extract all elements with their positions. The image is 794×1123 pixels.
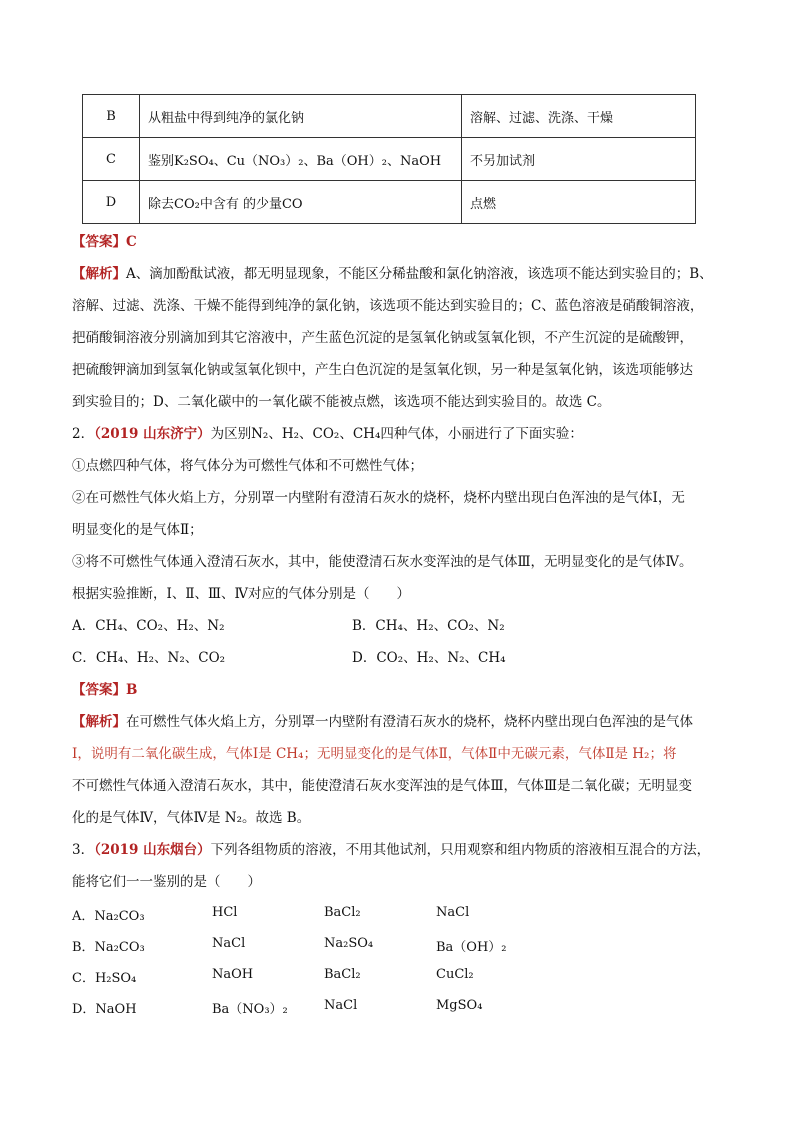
q2-option-b: B．CH₄、H₂、CO₂、N₂ — [352, 618, 505, 634]
option-content: 从粗盐中得到纯净的氯化钠 — [140, 95, 462, 138]
option-content: 鉴别K₂SO₄、Cu（NO₃）₂、Ba（OH）₂、NaOH — [140, 138, 462, 181]
q2-step: ①点燃四种气体，将气体分为可燃性气体和不可燃性气体； — [72, 458, 423, 474]
option-content: 除去CO₂中含有 的少量CO — [140, 181, 462, 224]
option-letter: B — [83, 95, 140, 138]
q1-analysis-line: 到实验目的；D、二氧化碳中的一氧化碳不能被点燃，该选项不能达到实验目的。故选 C。 — [72, 394, 611, 410]
analysis-label: 【解析】 — [72, 714, 126, 730]
q1-analysis-line: 把硫酸钾滴加到氢氧化钠或氢氧化钡中，产生白色沉淀的是氢氧化钡，另一种是氢氧化钠，该选项能够达 — [72, 362, 693, 378]
question-source: （2019 山东烟台） — [94, 842, 211, 858]
answer-value: B — [126, 682, 138, 698]
q1-analysis-line: 【解析】A、滴加酚酞试液，都无明显现象，不能区分稀盐酸和氯化钠溶液，该选项不能达到实验目的；B、 — [72, 266, 713, 282]
q3-option-cell: Na₂SO₄ — [324, 936, 374, 951]
table-row — [83, 95, 696, 138]
table-row — [83, 181, 696, 224]
q2-option-c: C．CH₄、H₂、N₂、CO₂ — [72, 650, 226, 666]
question-number: 3． — [72, 842, 95, 858]
q2-step: 根据实验推断，Ⅰ、Ⅱ、Ⅲ、Ⅳ对应的气体分别是（ ） — [72, 586, 411, 602]
q3-option-cell: D．NaOH — [72, 1002, 137, 1017]
q2-analysis-line: 【解析】在可燃性气体火焰上方，分别罩一内壁附有澄清石灰水的烧杯，烧杯内壁出现白色浑浊的是气体 — [72, 714, 693, 730]
q3-option-cell: NaCl — [212, 936, 246, 951]
q1-analysis-line: 把硝酸铜溶液分别滴加到其它溶液中，产生蓝色沉淀的是氢氧化钠或氢氧化钡，不产生沉淀的是硫酸钾， — [72, 330, 693, 346]
q3-option-cell: NaOH — [212, 967, 254, 982]
answer-label: 【答案】 — [72, 234, 126, 250]
option-method: 点燃 — [462, 181, 696, 224]
q2-stem: 2．（2019 山东济宁）为区别N₂、H₂、CO₂、CH₄四种气体，小丽进行了下面实验： — [72, 426, 583, 442]
q2-answer — [72, 681, 137, 699]
q3-option-cell: NaCl — [324, 998, 358, 1013]
answer-value: C — [126, 234, 137, 250]
q2-analysis-line: 不可燃性气体通入澄清石灰水，其中，能使澄清石灰水变浑浊的是气体Ⅲ，气体Ⅲ是二氧化碳；无明显变 — [72, 778, 693, 794]
q3-option-cell: C．H₂SO₄ — [72, 971, 137, 986]
option-method: 不另加试剂 — [462, 138, 696, 181]
q3-option-cell: B．Na₂CO₃ — [72, 940, 145, 955]
option-letter: C — [83, 138, 140, 181]
q1-answer — [72, 233, 137, 251]
q2-option-a: A．CH₄、CO₂、H₂、N₂ — [72, 618, 225, 634]
answer-label: 【答案】 — [72, 682, 126, 698]
q2-step: ②在可燃性气体火焰上方，分别罩一内壁附有澄清石灰水的烧杯，烧杯内壁出现白色浑浊的是气体Ⅰ，无 — [72, 490, 685, 506]
q2-step: 明显变化的是气体Ⅱ； — [72, 522, 203, 538]
option-letter: D — [83, 181, 140, 224]
q2-analysis-line: 化的是气体Ⅳ，气体Ⅳ是 N₂。故选 B。 — [72, 810, 311, 826]
analysis-label: 【解析】 — [72, 266, 126, 282]
q3-option-cell: Ba（NO₃）₂ — [212, 1002, 288, 1017]
q3-option-cell: BaCl₂ — [324, 905, 361, 920]
q2-option-d: D．CO₂、H₂、N₂、CH₄ — [352, 650, 506, 666]
option-method: 溶解、过滤、洗涤、干燥 — [462, 95, 696, 138]
q3-option-cell: MgSO₄ — [436, 998, 483, 1013]
q3-option-cell: NaCl — [436, 905, 470, 920]
q1-analysis-line: 溶解、过滤、洗涤、干燥不能得到纯净的氯化钠，该选项不能达到实验目的；C、蓝色溶液是硝酸铜溶液， — [72, 298, 704, 314]
options-table — [82, 94, 696, 224]
table-row — [83, 138, 696, 181]
question-source: （2019 山东济宁） — [94, 426, 211, 442]
q3-stem: 能将它们一一鉴别的是（ ） — [72, 874, 261, 890]
q3-option-cell: CuCl₂ — [436, 967, 474, 982]
q3-option-cell: BaCl₂ — [324, 967, 361, 982]
q2-analysis-line: Ⅰ，说明有二氧化碳生成，气体Ⅰ是 CH₄；无明显变化的是气体Ⅱ，气体Ⅱ中无碳元素，气体Ⅱ是 H₂；将 — [72, 746, 677, 762]
q2-step: ③将不可燃性气体通入澄清石灰水，其中，能使澄清石灰水变浑浊的是气体Ⅲ，无明显变化的是气体Ⅳ。 — [72, 554, 693, 570]
q3-option-cell: Ba（OH）₂ — [436, 940, 507, 955]
q3-option-cell: A．Na₂CO₃ — [72, 909, 145, 924]
q3-stem: 3．（2019 山东烟台）下列各组物质的溶液，不用其他试剂，只用观察和组内物质的溶液相互混合的方法， — [72, 842, 711, 858]
q3-option-cell: HCl — [212, 905, 238, 920]
question-number: 2． — [72, 426, 95, 442]
